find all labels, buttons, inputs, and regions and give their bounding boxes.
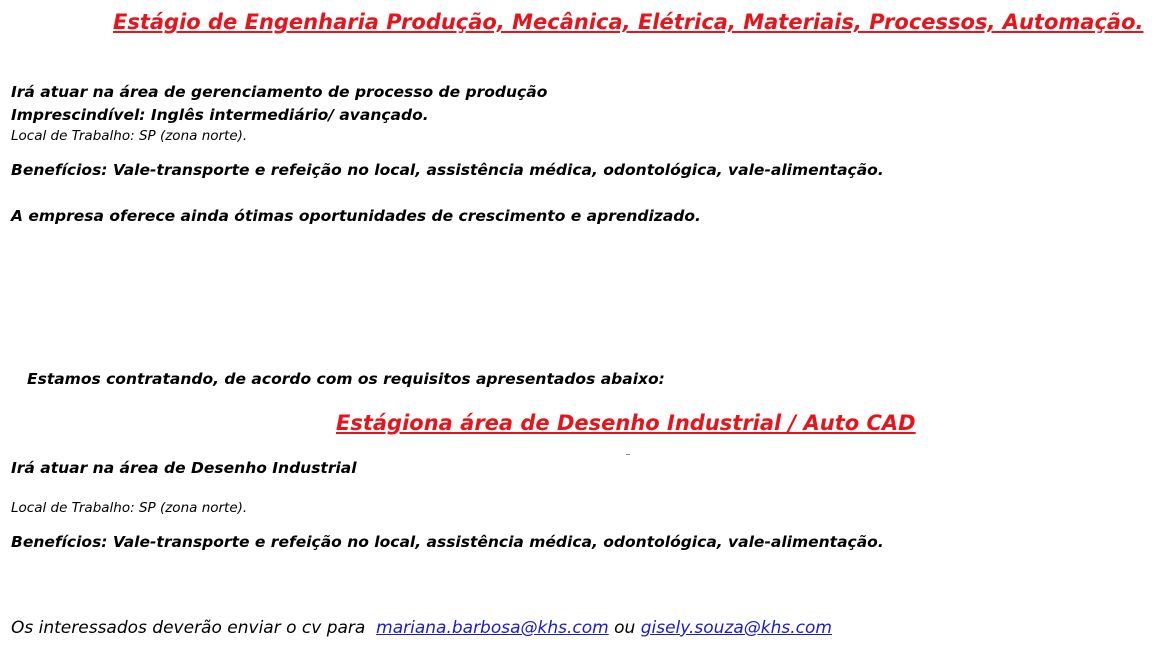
- contact-prefix: Os interessados deverão enviar o cv para: [11, 618, 366, 638]
- section2-location: Local de Trabalho: SP (zona norte).: [11, 500, 248, 516]
- section1-opportunities: A empresa oferece ainda ótimas oportunidades de crescimento e aprendizado.: [11, 207, 701, 225]
- section1-benefits: Benefícios: Vale-transporte e refeição no local, assistência médica, odontológica, vale-alimentação.: [11, 161, 884, 179]
- section1-requirement-line: Imprescindível: Inglês intermediário/ avançado.: [11, 106, 429, 124]
- section2-title: Estágiona área de Desenho Industrial / Auto CAD: [336, 411, 916, 435]
- section1-title: Estágio de Engenharia Produção, Mecânica, Elétrica, Materiais, Processos, Automação.: [113, 10, 1144, 34]
- section2-intro: Estamos contratando, de acordo com os requisitos apresentados abaixo:: [27, 370, 665, 388]
- section2-role-line: Irá atuar na área de Desenho Industrial: [11, 459, 357, 477]
- section1-location: Local de Trabalho: SP (zona norte).: [11, 128, 248, 144]
- contact-line: [11, 618, 832, 638]
- email-link-gisely[interactable]: gisely.souza@khs.com: [640, 618, 832, 638]
- divider-mark: [626, 454, 630, 455]
- contact-connector: ou: [614, 618, 636, 638]
- section2-benefits: Benefícios: Vale-transporte e refeição no local, assistência médica, odontológica, vale-alimentação.: [11, 533, 884, 551]
- email-link-mariana[interactable]: mariana.barbosa@khs.com: [376, 618, 609, 638]
- section1-role-line: Irá atuar na área de gerenciamento de processo de produção: [11, 83, 548, 101]
